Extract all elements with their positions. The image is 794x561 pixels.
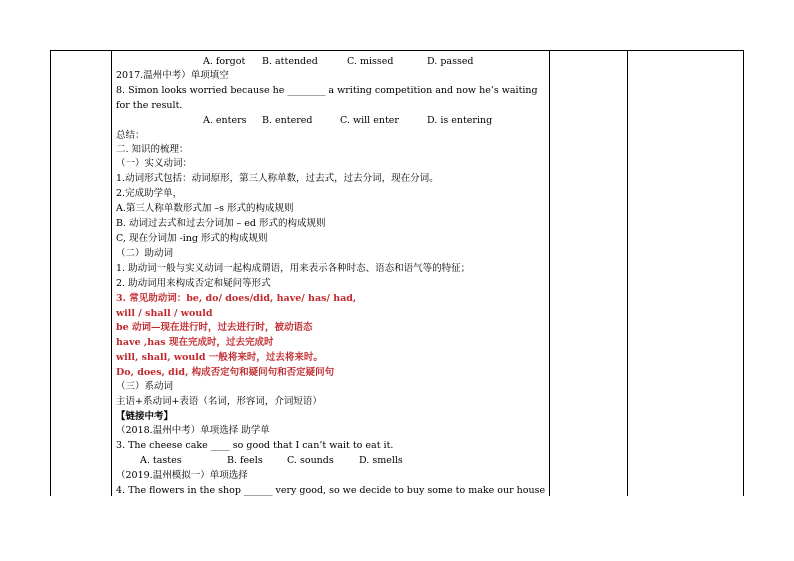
q1-option-d: D. passed [427, 56, 474, 67]
table-right-border [743, 50, 744, 496]
q3-text: 3. The cheese cake ____ so good that I can’t wait to eat it. [116, 440, 394, 451]
section-2018-heading: （2018.温州中考）单项选择 助学单 [116, 425, 270, 436]
part1-heading: （一）实义动词： [116, 158, 193, 169]
q3-option-d: D. smells [359, 455, 403, 466]
will-shall-usage: will, shall, would 一般将来时，过去将来时。 [116, 352, 323, 363]
do-does-did-usage: Do, does, did, 构成否定句和疑问句和否定疑问句 [116, 367, 335, 378]
aux-verbs-list-line1: 3. 常见助动词：be, do/ does/did, have/ has/ had, [116, 293, 357, 304]
q1-option-c: C. missed [347, 56, 394, 67]
table-column-divider-1 [111, 50, 112, 496]
part1-line2: 2.完成助学单， [116, 188, 183, 199]
q3-option-b: B. feels [227, 455, 263, 466]
be-verb-usage: be 动词—现在进行时，过去进行时，被动语态 [116, 322, 313, 333]
part3-line1: 主语+系动词+表语（名词，形容词，介词短语） [116, 396, 322, 407]
summary-label: 总结： [116, 130, 145, 141]
part2-heading: （二）助动词 [116, 248, 174, 259]
q8-option-c: C. will enter [340, 115, 399, 126]
knowledge-heading: 二. 知识的梳理： [116, 144, 189, 155]
section-2019-heading: （2019.温州模拟一）单项选择 [116, 470, 248, 481]
part3-heading: （三）系动词 [116, 381, 174, 392]
part1-item-a: A.第三人称单数形式加 –s 形式的构成规则 [116, 203, 294, 214]
q3-option-c: C. sounds [287, 455, 334, 466]
q8-option-b: B. entered [262, 115, 313, 126]
table-column-divider-3 [627, 50, 628, 496]
table-left-border [50, 50, 51, 496]
section-2017-heading: 2017.温州中考）单项填空 [116, 70, 229, 81]
part1-line1: 1.动词形式包括：动词原形，第三人称单数，过去式，过去分词，现在分词。 [116, 173, 439, 184]
q3-option-a: A. tastes [140, 455, 182, 466]
q1-option-a: A. forgot [203, 56, 246, 67]
q4-text: 4. The flowers in the shop ______ very good, so we decide to buy some to make our house [116, 485, 546, 496]
q8-text-line2: for the result. [116, 100, 183, 111]
part1-item-b: B. 动词过去式和过去分词加 – ed 形式的构成规则 [116, 218, 326, 229]
q8-option-a: A. enters [203, 115, 247, 126]
table-column-divider-2 [549, 50, 550, 496]
table-top-border [50, 50, 744, 51]
part2-line1: 1. 助动词一般与实义动词一起构成谓语，用来表示各种时态、语态和语气等的特征； [116, 263, 471, 274]
q1-option-b: B. attended [262, 56, 318, 67]
part2-line2: 2. 助动词用来构成否定和疑问等形式 [116, 278, 271, 289]
part1-item-c: C, 现在分词加 -ing 形式的构成规则 [116, 233, 268, 244]
have-usage: have ,has 现在完成时，过去完成时 [116, 337, 274, 348]
aux-verbs-list-line2: will / shall / would [116, 308, 213, 319]
q8-option-d: D. is entering [427, 115, 493, 126]
q8-text-line1: 8. Simon looks worried because he ________ a writing competition and now he’s waiting [116, 85, 538, 96]
link-exam-heading: 【链接中考】 [116, 411, 174, 422]
